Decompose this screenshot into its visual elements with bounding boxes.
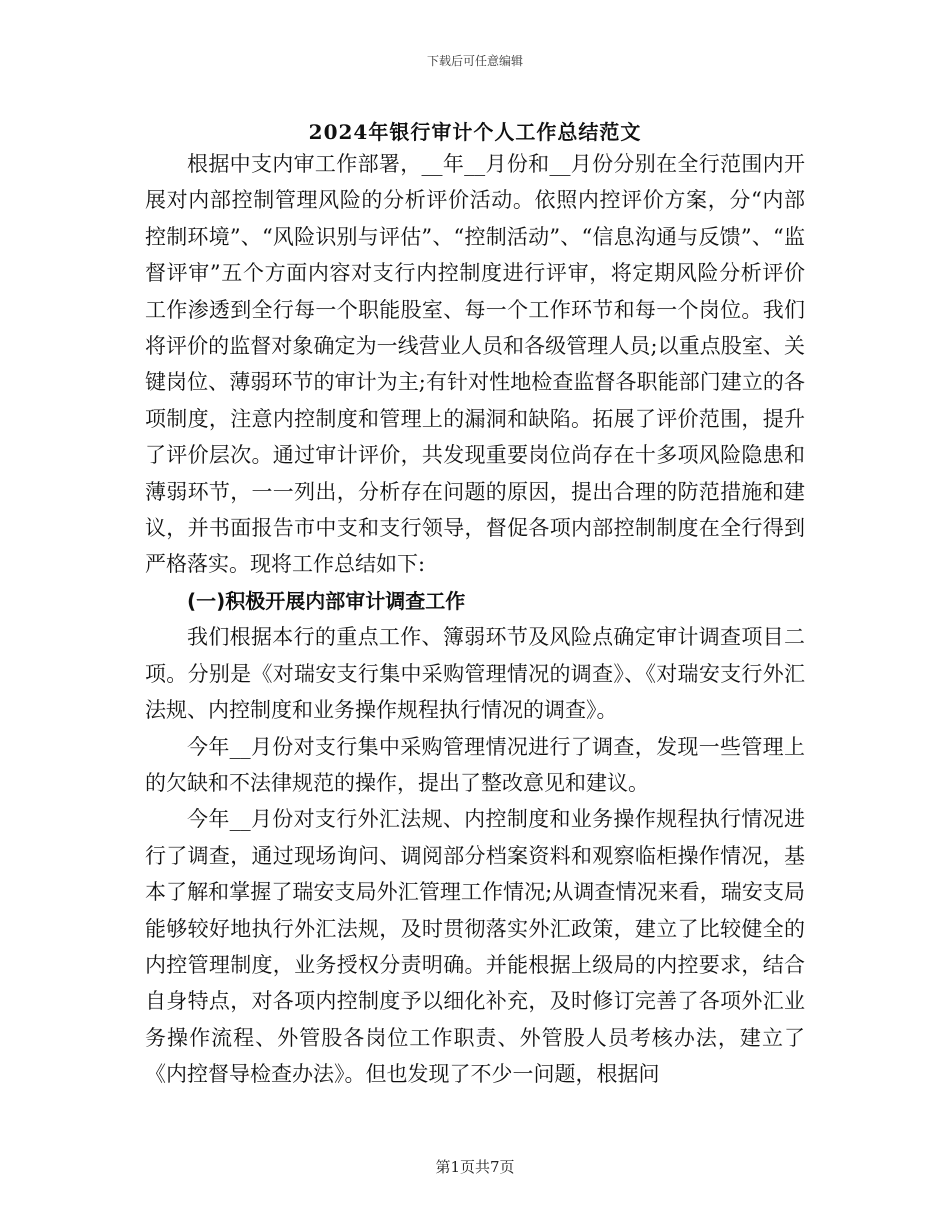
paragraph-procurement: 今年__月份对支行集中采购管理情况进行了调查，发现一些管理上的欠缺和不法律规范的操作，提出了整改意见和建议。 xyxy=(145,734,805,795)
page-header-note: 下载后可任意编辑 xyxy=(426,54,523,68)
paragraph-forex: 今年__月份对支行外汇法规、内控制度和业务操作规程执行情况进行了调查，通过现场询问、调阅部分档案资料和观察临柜操作情况，基本了解和掌握了瑞安支局外汇管理工作情况;从调查情况来看，瑞安支局能够较好地执行外汇法规，及时贯彻落实外汇政策，建立了比较健全的内控管理制度，业务授权分责明确。并能根据上级局的内控要求，结合自身特点，对各项内控制度予以细化补充，及时修订完善了各项外汇业务操作流程、外管股各岗位工作职责、外管股人员考核办法，建立了《内控督导检查办法》。但也发现了不少一问题，根据问 xyxy=(145,807,805,1087)
paragraph-intro: 根据中支内审工作部署，__年__月份和__月份分别在全行范围内开展对内部控制管理风险的分析评价活动。依照内控评价方案，分“内部控制环境”、“风险识别与评估”、“控制活动”、“信息沟通与反馈”、“监督评审”五个方面内容对支行内控制度进行评审，将定期风险分析评价工作渗透到全行每一个职能股室、每一个工作环节和每一个岗位。我们将评价的监督对象确定为一线营业人员和各级管理人员;以重点股室、关键岗位、薄弱环节的审计为主;有针对性地检查监督各职能部门建立的各项制度，注意内控制度和管理上的漏洞和缺陷。拓展了评价范围，提升了评价层次。通过审计评价，共发现重要岗位尚存在十多项风险隐患和薄弱环节，一一列出，分析存在问题的原因，提出合理的防范措施和建议，并书面报告市中支和支行领导，督促各项内部控制制度在全行得到严格落实。现将工作总结如下: xyxy=(145,152,805,577)
section-heading: (一)积极开展内部审计调查工作 xyxy=(187,588,466,613)
document-body xyxy=(145,146,805,1093)
document-title: 2024年银行审计个人工作总结范文 xyxy=(308,120,642,144)
page-number: 第1页共7页 xyxy=(435,1158,515,1176)
paragraph-projects: 我们根据本行的重点工作、簿弱环节及风险点确定审计调查项目二项。分别是《对瑞安支行集中采购管理情况的调查》、《对瑞安支行外汇法规、内控制度和业务操作规程执行情况的调查》。 xyxy=(145,625,805,723)
